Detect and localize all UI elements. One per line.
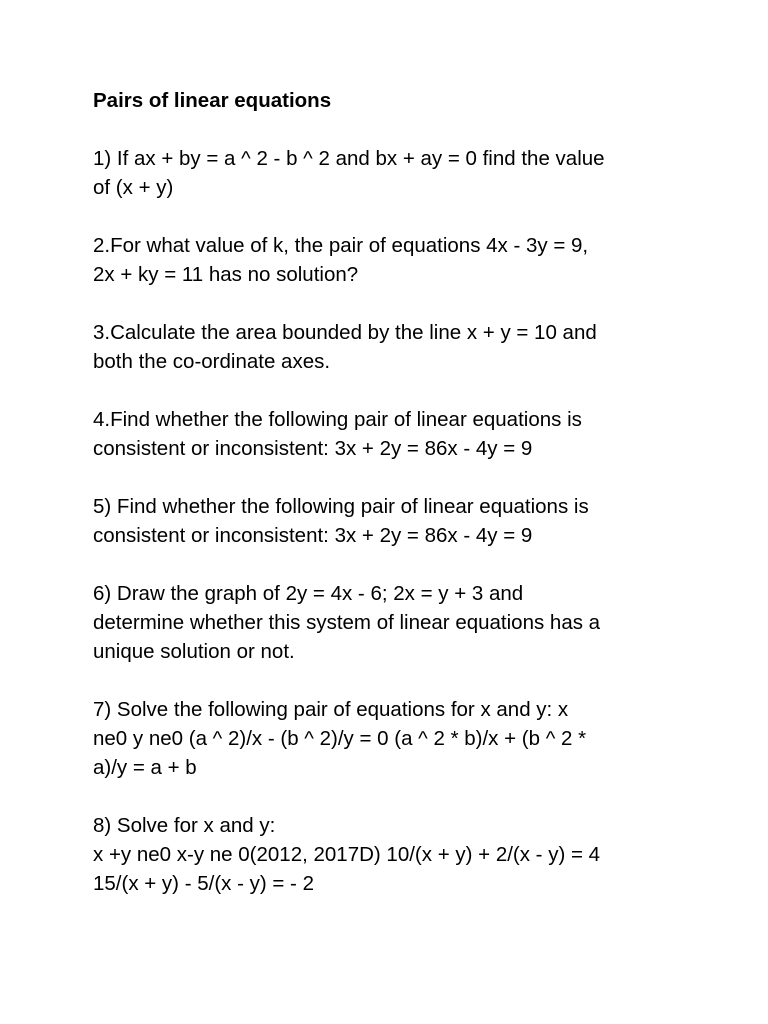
- document-title: Pairs of linear equations: [93, 89, 332, 112]
- question-line: 15/(x + y) - 5/(x - y) = - 2: [93, 872, 314, 895]
- question-line: consistent or inconsistent: 3x + 2y = 86x - 4y = 9: [93, 437, 533, 460]
- question-2: [93, 231, 713, 289]
- question-1: [93, 144, 713, 202]
- question-line: x +y ne0 x-y ne 0(2012, 2017D) 10/(x + y) + 2/(x - y) = 4: [93, 843, 601, 866]
- question-4: [93, 405, 713, 463]
- question-6: [93, 579, 713, 666]
- question-line: 2x + ky = 11 has no solution?: [93, 263, 359, 286]
- question-line: a)/y = a + b: [93, 756, 197, 779]
- question-line: 5) Find whether the following pair of linear equations is: [93, 495, 589, 518]
- question-line: 4.Find whether the following pair of linear equations is: [93, 408, 582, 431]
- question-line: 7) Solve the following pair of equations for x and y: x: [93, 698, 569, 721]
- question-line: of (x + y): [93, 176, 174, 199]
- question-line: 1) If ax + by = a ^ 2 - b ^ 2 and bx + ay = 0 find the value: [93, 147, 605, 170]
- question-5: [93, 492, 713, 550]
- question-line: 3.Calculate the area bounded by the line x + y = 10 and: [93, 321, 597, 344]
- question-line: determine whether this system of linear equations has a: [93, 611, 601, 634]
- question-line: both the co-ordinate axes.: [93, 350, 331, 373]
- question-line: unique solution or not.: [93, 640, 295, 663]
- question-3: [93, 318, 713, 376]
- question-line: 6) Draw the graph of 2y = 4x - 6; 2x = y + 3 and: [93, 582, 524, 605]
- question-8: [93, 811, 713, 898]
- question-7: [93, 695, 713, 782]
- question-line: ne0 y ne0 (a ^ 2)/x - (b ^ 2)/y = 0 (a ^ 2 * b)/x + (b ^ 2 *: [93, 727, 587, 750]
- question-line: 8) Solve for x and y:: [93, 814, 276, 837]
- question-line: consistent or inconsistent: 3x + 2y = 86x - 4y = 9: [93, 524, 533, 547]
- document-content: [93, 86, 713, 927]
- question-line: 2.For what value of k, the pair of equations 4x - 3y = 9,: [93, 234, 589, 257]
